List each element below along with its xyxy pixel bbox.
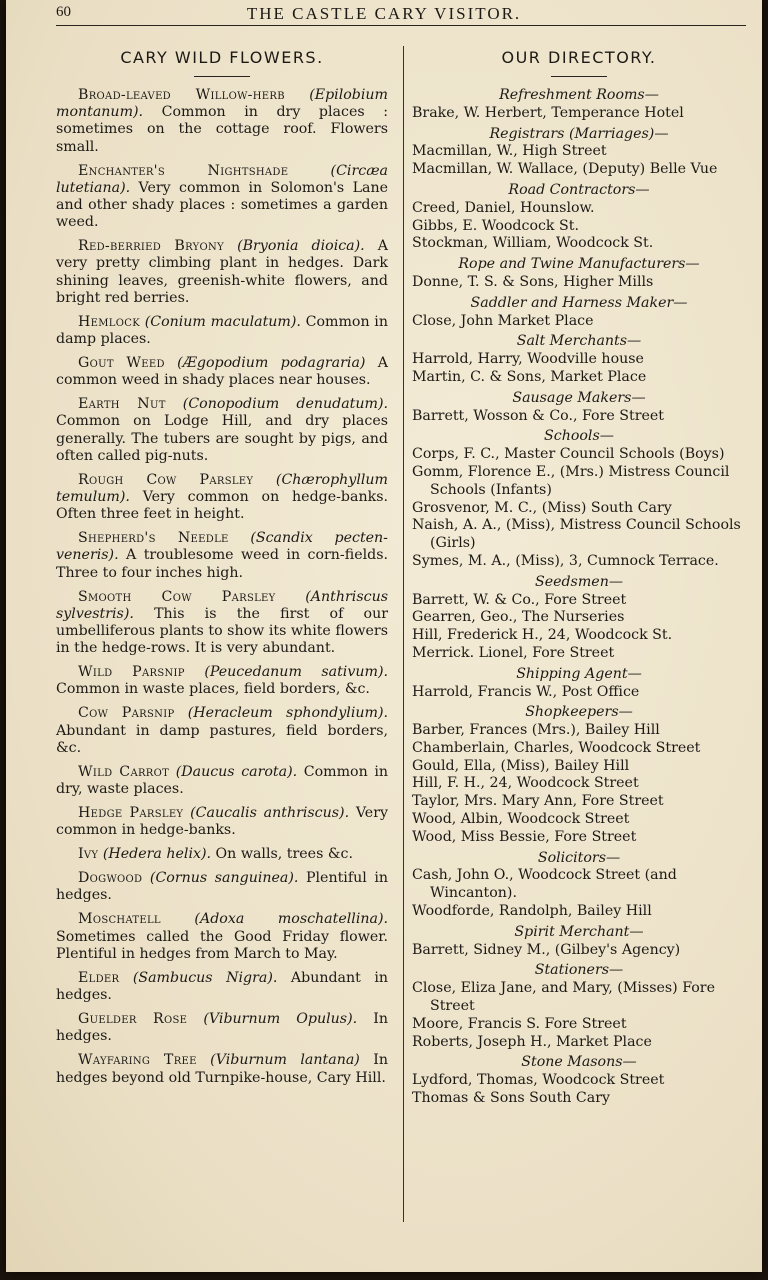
flower-name: Elder — [78, 969, 120, 986]
title-rule — [551, 76, 607, 77]
latin-name: (Cornus sanguinea). — [149, 870, 299, 887]
flower-name: Gout Weed — [78, 355, 165, 372]
flower-entry — [56, 705, 388, 757]
directory-listing: Symes, M. A., (Miss), 3, Cumnock Terrace. — [412, 552, 719, 569]
directory-listing: Grosvenor, M. C., (Miss) South Cary — [412, 499, 672, 516]
flower-entry — [56, 163, 388, 232]
flower-entry — [56, 589, 388, 658]
page-header — [6, 2, 762, 24]
directory-listing: Harrold, Harry, Woodville house — [412, 351, 644, 368]
latin-name: (Adoxa moschatellina). — [194, 911, 388, 928]
flower-name: Earth Nut — [78, 396, 166, 413]
flower-name: Rough Cow Parsley — [78, 471, 254, 488]
directory-listing: Chamberlain, Charles, Woodcock Street — [412, 739, 701, 756]
directory-category: Spirit Merchant— — [514, 923, 644, 940]
flower-description: Common in dry places : sometimes on the cottage roof. Flowers small. — [56, 104, 388, 155]
flower-description: Common in damp places. — [56, 313, 388, 348]
directory-category: Sausage Makers— — [512, 389, 646, 406]
flower-description: Abundant in hedges. — [56, 969, 388, 1004]
directory-category: Stationers— — [534, 962, 624, 979]
flower-entry — [56, 314, 388, 348]
flower-entry — [56, 472, 388, 524]
directory-listing: Hill, Frederick H., 24, Woodcock St. — [412, 627, 673, 644]
flower-name: Wayfaring Tree — [78, 1052, 197, 1069]
flower-entry — [56, 355, 388, 389]
latin-name: (Peucedanum sativum). — [204, 664, 388, 681]
flower-name: Smooth Cow Parsley — [78, 588, 276, 605]
flower-entry — [56, 870, 388, 904]
directory-category: Road Contractors— — [508, 181, 650, 198]
directory-category: Saddler and Harness Maker— — [470, 294, 688, 311]
latin-name: (Circæa lutetiana). — [56, 162, 388, 196]
latin-name: (Scandix pecten-veneris). — [56, 530, 388, 564]
flower-name: Red-berried Bryony — [78, 238, 225, 255]
flower-name: Shepherd's Needle — [78, 530, 229, 547]
running-head: THE CASTLE CARY VISITOR. — [246, 4, 522, 23]
directory-listing: Barrett, W. & Co., Fore Street — [412, 591, 627, 608]
flower-name: Cow Parsnip — [78, 705, 175, 722]
latin-name: (Chærophyllum temulum). — [56, 471, 388, 506]
flower-description: A troublesome weed in corn-fields. Three to four inches high. — [56, 547, 388, 581]
flower-description: On walls, trees &c. — [211, 846, 353, 863]
flower-name: Wild Carrot — [78, 763, 170, 780]
latin-name: (Anthriscus sylvestris). — [56, 588, 388, 622]
flower-entry — [56, 664, 388, 698]
flower-name: Hemlock — [78, 313, 140, 330]
directory-listing: Barrett, Sidney M., (Gilbey's Agency) — [412, 941, 681, 958]
directory-listing: Barber, Frances (Mrs.), Bailey Hill — [412, 722, 660, 739]
directory-listing: Lydford, Thomas, Woodcock Street — [412, 1072, 665, 1089]
directory-category: Registrars (Marriages)— — [489, 125, 669, 142]
directory-category: Shipping Agent— — [516, 665, 642, 682]
flower-description: Very common in hedge-banks. — [56, 805, 389, 839]
latin-name: (Conopodium denudatum). — [182, 396, 388, 413]
flower-entry — [56, 1052, 388, 1086]
flower-entry — [56, 396, 388, 465]
title-rule — [194, 76, 250, 77]
directory-category: Schools— — [544, 428, 614, 445]
wild-flowers-title: CARY WILD FLOWERS. — [120, 48, 324, 67]
latin-name: (Hedera helix). — [102, 846, 212, 863]
directory-listing: Gearren, Geo., The Nurseries — [412, 609, 625, 626]
flower-name: Hedge Parsley — [78, 805, 184, 822]
directory-listing: Brake, W. Herbert, Temperance Hotel — [412, 104, 684, 121]
flower-description: Common in waste places, field borders, &c. — [56, 681, 370, 698]
latin-name: (Viburnum Opulus). — [203, 1011, 358, 1028]
flower-name: Enchanter's Nightshade — [78, 162, 289, 179]
directory-category: Salt Merchants— — [516, 333, 642, 350]
flower-description: Sometimes called the Good Friday flower. Plentiful in hedges from March to May. — [56, 928, 388, 962]
directory-listing: Wood, Albin, Woodcock Street — [412, 811, 630, 828]
directory-listing: Gould, Ella, (Miss), Bailey Hill — [412, 757, 630, 774]
directory-listing: Macmillan, W., High Street — [412, 143, 607, 160]
flower-description: A common weed in shady places near houses. — [56, 355, 388, 389]
flower-description: Plentiful in hedges. — [56, 870, 388, 904]
flower-entry — [56, 87, 388, 156]
flower-name: Moschatell — [78, 911, 161, 928]
flower-entry — [56, 911, 388, 963]
directory-listing: Harrold, Francis W., Post Office — [412, 683, 640, 700]
latin-name: (Sambucus Nigra). — [132, 969, 278, 986]
latin-name: (Viburnum lantana) — [210, 1052, 360, 1069]
wild-flowers-column — [56, 40, 388, 1094]
directory-category: Refreshment Rooms— — [499, 87, 659, 103]
directory-sections — [412, 87, 746, 1108]
directory-category: Seedsmen— — [534, 573, 624, 590]
directory-category: Shopkeepers— — [525, 704, 633, 721]
flower-description: In hedges. — [56, 1011, 388, 1045]
directory-listing: Close, Eliza Jane, and Mary, (Misses) Fore Street — [412, 980, 715, 1015]
directory-listing: Stockman, William, Woodcock St. — [412, 235, 654, 252]
flower-description: Common on Lodge Hill, and dry places generally. The tubers are sought by pigs, and often called pig-nuts. — [56, 413, 388, 464]
flower-entry — [56, 238, 388, 307]
latin-name: (Bryonia dioica). — [237, 238, 365, 255]
flower-description: Abundant in damp pastures, field borders, &c. — [56, 722, 388, 756]
directory-listing: Merrick. Lionel, Fore Street — [412, 644, 615, 661]
directory-listing: Barrett, Wosson & Co., Fore Street — [412, 407, 664, 424]
directory-listing: Taylor, Mrs. Mary Ann, Fore Street — [412, 793, 664, 810]
flower-description: Common in dry, waste places. — [56, 763, 388, 798]
flower-name: Dogwood — [78, 870, 143, 887]
flower-name: Ivy — [78, 846, 99, 863]
book-page — [6, 0, 762, 1272]
directory-listing: Corps, F. C., Master Council Schools (Boys) — [412, 446, 725, 463]
flower-entries — [56, 87, 388, 1087]
latin-name: (Ægopodium podagraria) — [177, 355, 366, 372]
directory-listing: Thomas & Sons South Cary — [412, 1090, 611, 1107]
flower-entry — [56, 805, 388, 839]
flower-name: Guelder Rose — [78, 1011, 188, 1028]
latin-name: (Caucalis anthriscus). — [190, 805, 350, 822]
directory-listing: Martin, C. & Sons, Market Place — [412, 368, 647, 385]
directory-listing: Gomm, Florence E., (Mrs.) Mistress Council Schools (Infants) — [412, 463, 730, 498]
directory-category: Stone Masons— — [521, 1054, 637, 1071]
directory-listing: Donne, T. S. & Sons, Higher Mills — [412, 273, 654, 290]
flower-entry — [56, 1011, 388, 1045]
flower-entry — [56, 530, 388, 582]
latin-name: (Conium maculatum). — [144, 313, 301, 330]
directory-listing: Wood, Miss Bessie, Fore Street — [412, 828, 637, 845]
flower-name: Broad-leaved Willow-herb — [78, 87, 285, 103]
flower-entry — [56, 846, 388, 863]
directory-listing: Close, John Market Place — [412, 312, 594, 329]
flower-description: In hedges beyond old Turnpike-house, Cary Hill. — [56, 1052, 388, 1086]
flower-name: Wild Parsnip — [78, 664, 185, 681]
flower-description: Very common on hedge-banks. Often three feet in height. — [56, 489, 388, 523]
directory-listing: Gibbs, E. Woodcock St. — [412, 217, 579, 234]
flower-description: A very pretty climbing plant in hedges. Dark shining leaves, greenish-white flowers, and bright red berries. — [56, 238, 388, 306]
directory-listing: Cash, John O., Woodcock Street (and Wincanton). — [412, 867, 677, 902]
directory-listing: Macmillan, W. Wallace, (Deputy) Belle Vue — [412, 161, 718, 178]
flower-description: This is the first of our umbelliferous plants to show its white flowers in the hedge-rows. It is very abundant. — [56, 605, 388, 657]
directory-listing: Creed, Daniel, Hounslow. — [412, 199, 595, 216]
directory-listing: Naish, A. A., (Miss), Mistress Council Schools (Girls) — [412, 517, 741, 552]
directory-listing: Hill, F. H., 24, Woodcock Street — [412, 775, 639, 792]
directory-column — [412, 40, 746, 1108]
directory-category: Rope and Twine Manufacturers— — [458, 256, 700, 273]
header-rule — [56, 25, 746, 26]
directory-title: OUR DIRECTORY. — [501, 48, 657, 67]
flower-description: Very common in Solomon's Lane and other shady places : sometimes a garden weed. — [56, 179, 388, 231]
latin-name: (Epilobium montanum). — [56, 87, 388, 121]
directory-listing: Woodforde, Randolph, Bailey Hill — [412, 903, 652, 920]
latin-name: (Heracleum sphondylium). — [187, 705, 388, 722]
flower-entry — [56, 970, 388, 1004]
directory-listing: Moore, Francis S. Fore Street — [412, 1015, 627, 1032]
latin-name: (Daucus carota). — [175, 763, 298, 780]
directory-listing: Roberts, Joseph H., Market Place — [412, 1033, 652, 1050]
page-number: 60 — [56, 4, 71, 20]
flower-entry — [56, 764, 388, 798]
column-divider — [403, 46, 404, 1222]
directory-category: Solicitors— — [537, 849, 621, 866]
